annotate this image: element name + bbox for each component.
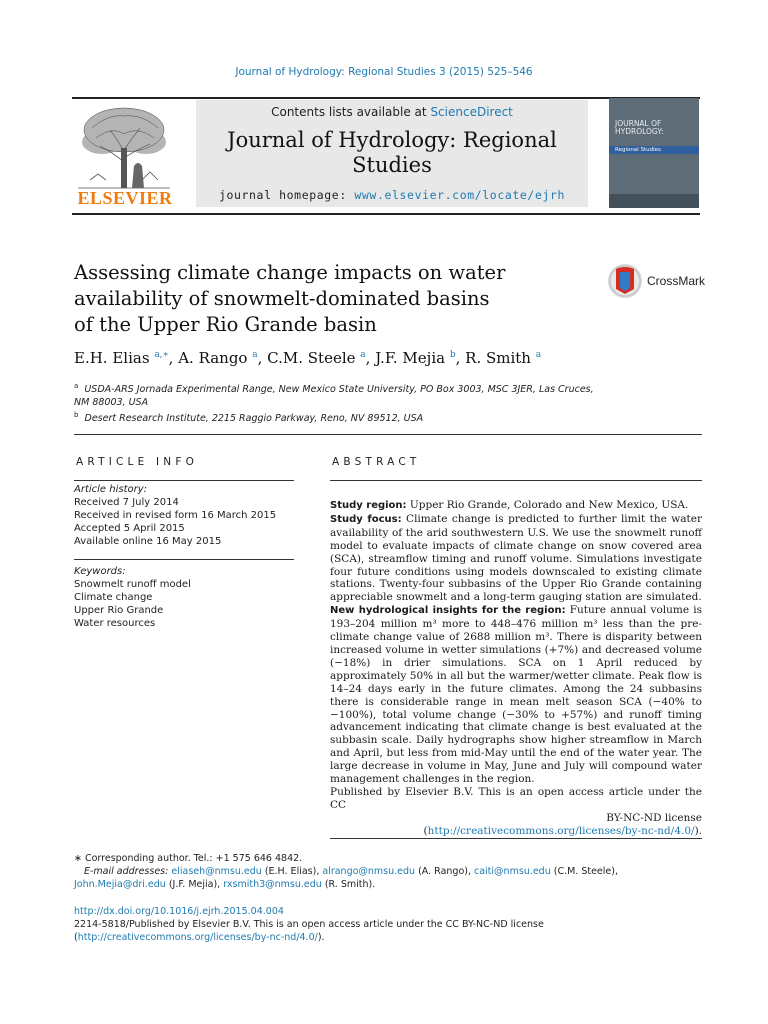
email-line-1	[74, 865, 694, 878]
footnotes	[74, 852, 694, 892]
title-line-3: of the Upper Rio Grande basin	[74, 313, 377, 336]
journal-citation[interactable]: Journal of Hydrology: Regional Studies 3 (2015) 525–546	[235, 66, 533, 78]
author-affiliation-mark[interactable]: a,∗	[154, 350, 169, 360]
keywords-label: Keywords:	[74, 566, 126, 577]
header-bottom-rule	[72, 213, 700, 215]
crossmark-icon	[607, 262, 643, 300]
focus-text: Climate change is predicted to further limit the water availability of the arid southwestern U.S. We use the snowmelt runoff model to evaluate impacts of climate change on snow covered area (SCA), streamflow timing and runoff volume. Simulations investigate four future conditions using models downscaled to existing climate stations. Twenty-four subbasins of the Upper Rio Grande containing appreciable snowmelt and a long-term gauging station are simulated.	[330, 512, 702, 604]
history-item: Available online 16 May 2015	[74, 535, 222, 547]
abstract-license-line1: Published by Elsevier B.V. This is an open access article under the CC	[330, 785, 702, 811]
author-name[interactable]: J.F. Mejia	[375, 349, 446, 367]
bottom-license-link[interactable]: http://creativecommons.org/licenses/by-nc-nd/4.0/	[77, 932, 318, 944]
journal-cover-thumbnail[interactable]	[609, 98, 699, 208]
license-link[interactable]: http://creativecommons.org/licenses/by-nc-nd/4.0/	[427, 824, 695, 837]
title-line-2: availability of snowmelt-dominated basins	[74, 287, 490, 310]
crossmark-label: CrossMark	[647, 274, 706, 288]
insights-text: Future annual volume is 193–204 million m³ more to 448–476 million m³ less than the pre-climate change value of 2688 million m³. There is disparity between increased volume in wetter simulations (+7%) and decreased volume (−18%) in drier simulations. SCA on 1 April reduced by approximately 50% in all but the warmer/wetter climate. Peak flow is 14–24 days early in the future climates. Among the 24 subbasins there is considerable range in mean melt season SCA (−40% to −100%), total volume change (−30% to +57%) and runoff timing advancement indicating that climate change is best evaluated at the subbasin scale. Daily hydrographs show higher streamflow in March and April, but less from mid-May until the end of the water year. The large decrease in volume in May, June and July will compound water management challenges in the region.	[330, 604, 702, 786]
cover-subtitle: Regional Studies	[615, 147, 661, 153]
info-rule-top	[74, 480, 294, 481]
journal-homepage-line	[196, 188, 588, 202]
author-name[interactable]: C.M. Steele	[267, 349, 356, 367]
journal-title-line1: Journal of Hydrology: Regional	[227, 128, 557, 152]
affiliation-a-cont: NM 88003, USA	[74, 397, 149, 409]
abstract-license-line3	[330, 825, 702, 838]
paren-open: (	[423, 824, 428, 837]
abstract-heading: ABSTRACT	[332, 456, 421, 468]
bottom-license-line	[74, 931, 694, 944]
region-text: Upper Rio Grande, Colorado and New Mexico, USA.	[406, 499, 689, 511]
affiliation-mark: a	[74, 382, 79, 390]
author-name[interactable]: E.H. Elias	[74, 349, 150, 367]
journal-title-line2: Studies	[352, 153, 432, 177]
author-affiliation-mark[interactable]: a	[535, 350, 542, 360]
paren-close: ).	[694, 824, 702, 837]
author-affiliation-mark[interactable]: a	[252, 350, 258, 360]
author-separator: ,	[455, 349, 466, 367]
affiliation-a	[74, 380, 634, 396]
author-affiliation-mark[interactable]: a	[360, 350, 366, 360]
abstract-region	[330, 499, 702, 513]
history-label: Article history:	[74, 484, 148, 495]
author-list	[74, 349, 541, 367]
author-separator: ,	[365, 349, 376, 367]
abstract-body	[330, 499, 702, 838]
history-item: Accepted 5 April 2015	[74, 522, 185, 534]
corresponding-author: ∗ Corresponding author. Tel.: +1 575 646 4842.	[74, 853, 303, 864]
keywords	[74, 566, 294, 631]
keyword-item[interactable]: Climate change	[74, 591, 153, 603]
contents-line	[196, 105, 588, 119]
author-name[interactable]: R. Smith	[465, 349, 531, 367]
email-owner: (J.F. Mejia),	[165, 879, 224, 891]
section-rule	[74, 434, 702, 435]
email-link[interactable]: alrango@nmsu.edu	[322, 866, 416, 878]
affiliations	[74, 380, 634, 425]
doi-link[interactable]: http://dx.doi.org/10.1016/j.ejrh.2015.04.004	[74, 906, 284, 917]
journal-title[interactable]	[196, 128, 588, 178]
email-owner: (R. Smith).	[321, 879, 376, 891]
focus-label: Study focus:	[330, 513, 402, 525]
affiliation-text: Desert Research Institute, 2215 Raggio Parkway, Reno, NV 89512, USA	[84, 413, 424, 425]
affiliation-text: USDA-ARS Jornada Experimental Range, New Mexico State University, PO Box 3003, MSC 3JER, Las Cruces,	[84, 384, 594, 396]
homepage-link[interactable]: www.elsevier.com/locate/ejrh	[354, 188, 566, 202]
abstract-rule-bottom	[330, 838, 702, 839]
crossmark-badge[interactable]	[607, 262, 707, 300]
affiliation-mark: b	[74, 411, 79, 420]
email-link[interactable]: eliaseh@nmsu.edu	[171, 866, 262, 878]
email-link[interactable]: John.Mejia@dri.edu	[74, 879, 166, 891]
email-label: E-mail addresses:	[84, 866, 169, 878]
contents-prefix: Contents lists available at	[271, 105, 431, 119]
homepage-prefix: journal homepage:	[218, 188, 355, 202]
paren-close: ).	[317, 932, 325, 944]
history-item: Received in revised form 16 March 2015	[74, 509, 277, 521]
author-name[interactable]: A. Rango	[178, 349, 248, 367]
abstract-rule-top	[330, 480, 702, 481]
history-item: Received 7 July 2014	[74, 496, 179, 508]
author-separator: ,	[257, 349, 268, 367]
article-history	[74, 484, 294, 549]
keyword-item[interactable]: Water resources	[74, 617, 156, 629]
cover-title: JOURNAL OF HYDROLOGY:	[615, 119, 664, 136]
region-label: Study region:	[330, 500, 407, 511]
author-separator: ,	[168, 349, 179, 367]
sciencedirect-link[interactable]: ScienceDirect	[430, 105, 513, 119]
author-affiliation-mark[interactable]: b	[449, 350, 456, 360]
affiliation-b	[74, 409, 634, 425]
title-line-1: Assessing climate change impacts on water	[74, 261, 506, 284]
insights-label: New hydrological insights for the region:	[330, 605, 566, 617]
email-owner: (C.M. Steele),	[550, 866, 618, 878]
paren-open: (	[74, 932, 78, 944]
keyword-item[interactable]: Upper Rio Grande	[74, 604, 164, 616]
email-link[interactable]: rxsmith3@nmsu.edu	[223, 879, 322, 891]
article-title	[74, 260, 574, 338]
publication-info	[74, 905, 694, 945]
article-info-heading: ARTICLE INFO	[76, 456, 199, 468]
elsevier-logo-text: ELSEVIER	[77, 188, 173, 208]
email-owner: (A. Rango),	[415, 866, 474, 878]
tree-icon	[72, 104, 176, 190]
email-line-2	[74, 878, 694, 891]
header-top-rule	[72, 97, 700, 99]
info-rule-mid	[74, 559, 294, 560]
issn-line: 2214-5818/Published by Elsevier B.V. This is an open access article under the CC BY-NC-ND license	[74, 919, 544, 931]
keyword-item[interactable]: Snowmelt runoff model	[74, 578, 191, 590]
abstract-insights	[330, 604, 702, 786]
cover-footer	[609, 194, 699, 208]
abstract-license-line2: BY-NC-ND license	[606, 811, 702, 824]
email-link[interactable]: caiti@nmsu.edu	[474, 866, 551, 878]
abstract-focus	[330, 513, 702, 604]
email-owner: (E.H. Elias),	[261, 866, 323, 878]
